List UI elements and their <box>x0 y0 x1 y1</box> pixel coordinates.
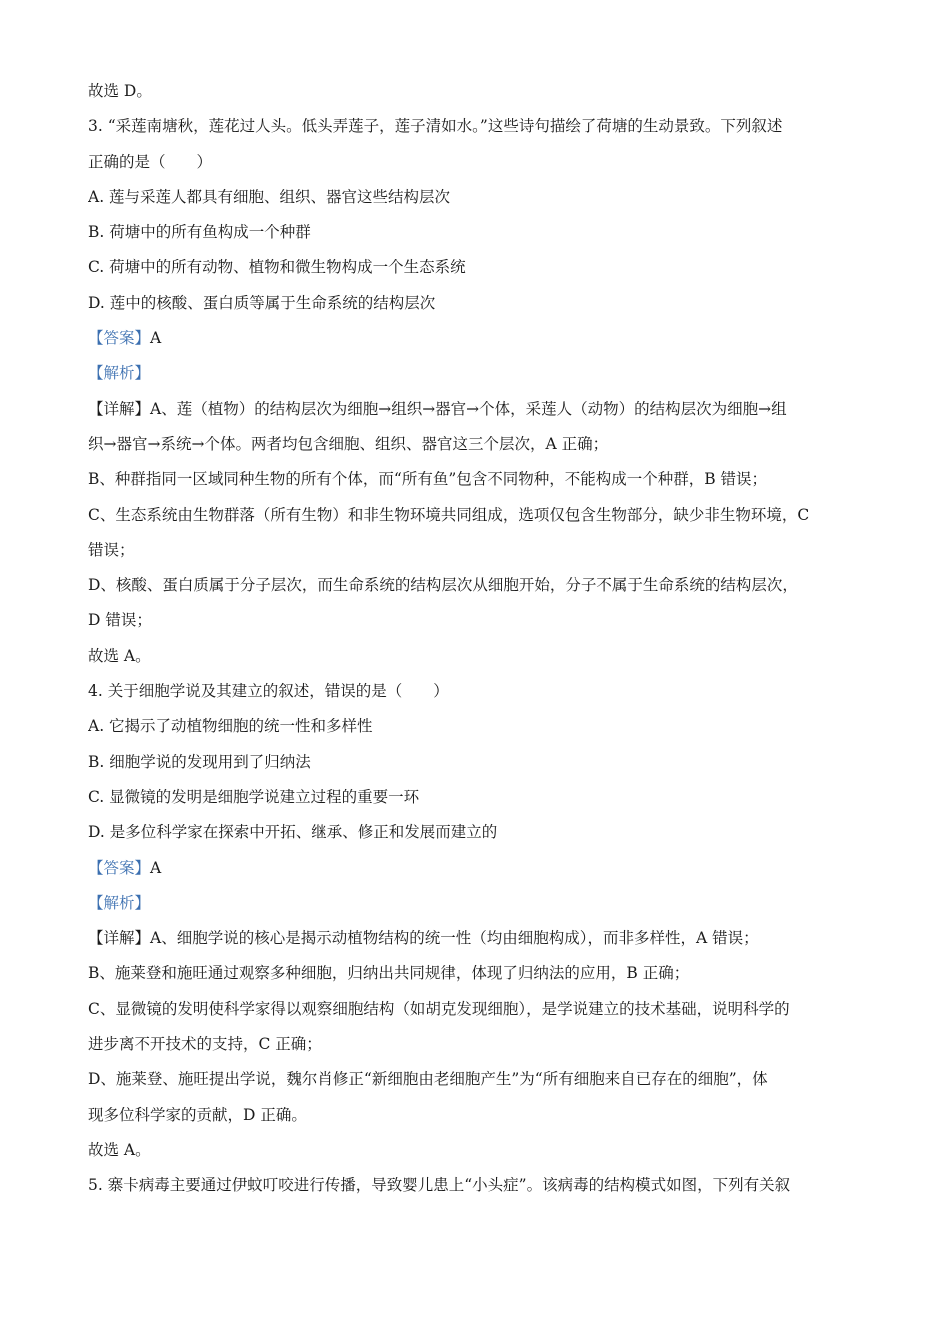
line-text: A、细胞学说的核心是揭示动植物结构的统一性（均由细胞构成），而非多样性，A 错误； <box>150 929 759 948</box>
text-line <box>88 1027 873 1062</box>
text-line <box>88 603 873 638</box>
text-line <box>88 533 873 568</box>
line-text: C. 显微镜的发明是细胞学说建立过程的重要一环 <box>88 787 420 806</box>
line-text: 进步离不开技术的支持，C 正确； <box>88 1035 322 1054</box>
text-line <box>88 780 873 815</box>
text-line <box>88 1133 873 1168</box>
line-text: C、生态系统由生物群落（所有生物）和非生物环境共同组成，选项仅包含生物部分，缺少非生物环境，C <box>88 505 810 524</box>
line-text: 5. 寨卡病毒主要通过伊蚊叮咬进行传播，导致婴儿患上“小头症”。该病毒的结构模式如图，下列有关叙 <box>88 1176 791 1195</box>
text-line <box>88 215 873 250</box>
text-line <box>88 109 873 144</box>
text-line <box>88 992 873 1027</box>
text-line <box>88 1098 873 1133</box>
line-text: A. 莲与采莲人都具有细胞、组织、器官这些结构层次 <box>88 187 451 206</box>
line-text: B、施莱登和施旺通过观察多种细胞，归纳出共同规律，体现了归纳法的应用，B 正确； <box>88 964 690 983</box>
text-line <box>88 568 873 603</box>
text-line <box>88 74 873 109</box>
text-line <box>88 709 873 744</box>
text-line <box>88 886 873 921</box>
text-line <box>88 921 873 956</box>
line-text: D 错误； <box>88 611 152 630</box>
line-text: D. 莲中的核酸、蛋白质等属于生命系统的结构层次 <box>88 293 436 312</box>
line-text: 3. “采莲南塘秋，莲花过人头。低头弄莲子，莲子清如水。”这些诗句描绘了荷塘的生动景致。下列叙述 <box>88 117 783 136</box>
document-body <box>88 74 873 1204</box>
line-text: 故选 D。 <box>88 82 152 100</box>
line-text: 现多位科学家的贡献，D 正确。 <box>88 1105 307 1124</box>
line-text: D、核酸、蛋白质属于分子层次，而生命系统的结构层次从细胞开始，分子不属于生命系统的结构层次， <box>88 576 798 595</box>
text-line <box>88 462 873 497</box>
text-line <box>88 427 873 462</box>
line-text: B. 细胞学说的发现用到了归纳法 <box>88 752 311 771</box>
text-line <box>88 851 873 886</box>
section-tag: 【解析】 <box>88 364 151 383</box>
line-text: 故选 A。 <box>88 646 151 665</box>
text-line <box>88 180 873 215</box>
line-text: 故选 A。 <box>88 1140 151 1159</box>
text-line <box>88 250 873 285</box>
text-line <box>88 286 873 321</box>
line-text: 错误； <box>88 540 135 559</box>
detail-label: 【详解】 <box>88 399 151 418</box>
line-text: A、莲（植物）的结构层次为细胞→组织→器官→个体，采莲人（动物）的结构层次为细胞→组 <box>150 399 787 418</box>
text-line <box>88 321 873 356</box>
line-text: B、种群指同一区域同种生物的所有个体，而“所有鱼”包含不同物种，不能构成一个种群，B 错误； <box>88 470 768 489</box>
text-line <box>88 145 873 180</box>
line-text: C、显微镜的发明使科学家得以观察细胞结构（如胡克发现细胞），是学说建立的技术基础，说明科学的 <box>88 999 790 1018</box>
section-tag: 【答案】 <box>88 329 151 348</box>
line-text: A <box>150 329 162 348</box>
line-text: B. 荷塘中的所有鱼构成一个种群 <box>88 223 311 242</box>
line-text: A <box>150 858 162 877</box>
line-text: A. 它揭示了动植物细胞的统一性和多样性 <box>88 717 373 736</box>
line-text: D. 是多位科学家在探索中开拓、继承、修正和发展而建立的 <box>88 823 498 842</box>
section-tag: 【答案】 <box>88 858 151 877</box>
line-text: 正确的是（ ） <box>88 152 213 171</box>
text-line <box>88 1168 873 1203</box>
text-line <box>88 956 873 991</box>
text-line <box>88 356 873 391</box>
line-text: D、施莱登、施旺提出学说，魏尔肖修正“新细胞由老细胞产生”为“所有细胞来自已存在的细胞”，体 <box>88 1070 768 1089</box>
text-line <box>88 745 873 780</box>
line-text: 4. 关于细胞学说及其建立的叙述，错误的是（ ） <box>88 682 449 701</box>
text-line <box>88 815 873 850</box>
text-line <box>88 498 873 533</box>
detail-label: 【详解】 <box>88 929 151 948</box>
text-line <box>88 1062 873 1097</box>
text-line <box>88 639 873 674</box>
line-text: C. 荷塘中的所有动物、植物和微生物构成一个生态系统 <box>88 258 466 277</box>
section-tag: 【解析】 <box>88 893 151 912</box>
text-line <box>88 392 873 427</box>
text-line <box>88 674 873 709</box>
line-text: 织→器官→系统→个体。两者均包含细胞、组织、器官这三个层次，A 正确； <box>88 434 609 453</box>
